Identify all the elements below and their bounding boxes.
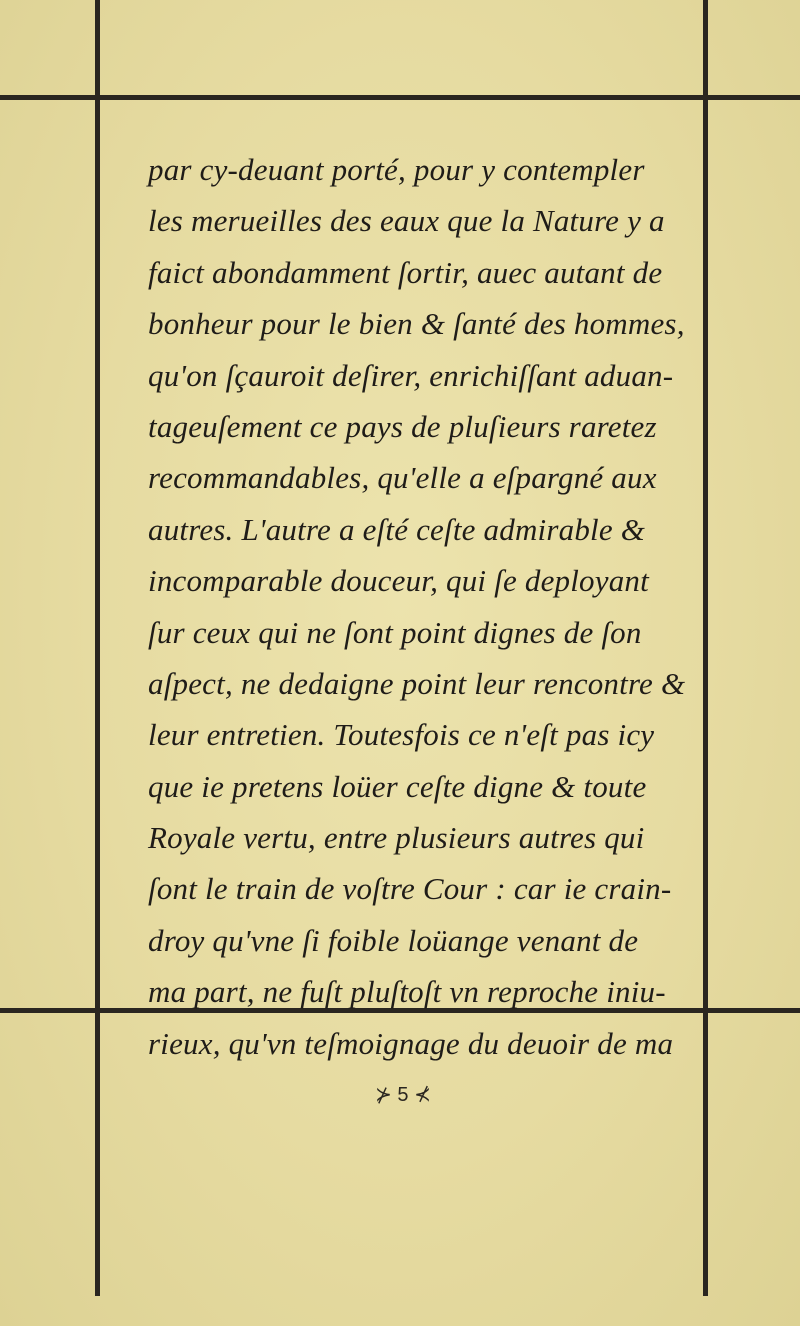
text-line: tageuſement ce pays de pluſieurs raretez [148,408,657,444]
text-line: ma part, ne fuſt pluſtoſt vn reproche iniu- [148,974,666,1010]
top-rule [0,95,800,100]
text-line: bonheur pour le bien & ſanté des hommes, [148,306,685,342]
text-line: droy qu'vne ſi foible loüange venant de [148,922,639,958]
left-rule [95,0,100,1296]
text-line: les merueilles des eaux que la Nature y a [148,203,665,239]
right-rule [703,0,708,1296]
text-line: par cy-deuant porté, pour y contempler [148,152,645,187]
text-line: aſpect, ne dedaigne point leur rencontre & [148,665,686,701]
text-line: ſont le train de voſtre Cour : car ie crain- [148,871,672,907]
page-number: ⊁ 5 ⊀ [375,1084,431,1106]
text-line: leur entretien. Toutesfois ce n'eſt pas icy [148,717,655,753]
text-line: rieux, qu'vn teſmoignage du deuoir de ma [148,1025,674,1061]
text-line: faict abondamment ſortir, auec autant de [148,254,663,290]
text-line: recommandables, qu'elle a eſpargné aux [148,460,657,496]
text-line: qu'on ſçauroit deſirer, enrichiſſant aduan- [148,357,674,393]
text-line: autres. L'autre a eſté ceſte admirable & [148,511,646,547]
text-line: que ie pretens loüer ceſte digne & toute [148,768,647,804]
text-line: Royale vertu, entre plusieurs autres qui [148,820,645,856]
body-text [148,144,688,1069]
text-line: ſur ceux qui ne ſont point dignes de ſon [148,614,642,650]
text-line: incomparable douceur, qui ſe deployant [148,563,649,599]
